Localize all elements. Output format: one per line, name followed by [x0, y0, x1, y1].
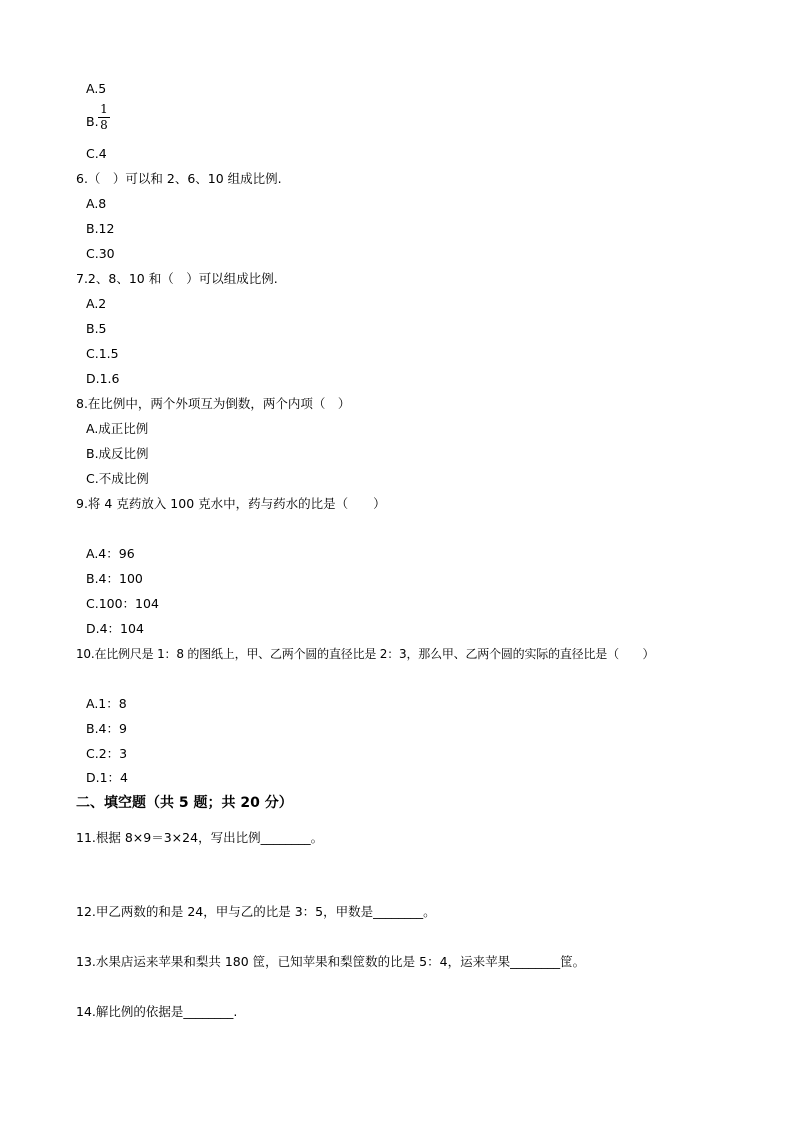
q5-option-b-fraction	[98, 103, 110, 132]
q11-text: 11.根据 8×9＝3×24，写出比例________。	[76, 830, 324, 845]
q10-option-b: B.4：9	[86, 721, 127, 736]
q7-option-a: A.2	[86, 296, 107, 311]
fraction-denominator: 8	[100, 118, 108, 132]
q10-option-d: D.1：4	[86, 770, 129, 785]
q7-option-d: D.1.6	[86, 371, 120, 386]
q5-option-b-prefix: B.	[86, 114, 99, 129]
q14-text: 14.解比例的依据是________.	[76, 1004, 238, 1019]
section-heading: 二、填空题（共 5 题；共 20 分）	[76, 795, 293, 811]
q5-option-a: A.5	[86, 81, 107, 96]
fraction-numerator: 1	[100, 102, 108, 116]
q9-option-a: A.4：96	[86, 546, 135, 561]
q12-text: 12.甲乙两数的和是 24，甲与乙的比是 3：5，甲数是________。	[76, 904, 436, 919]
q6-text: 6.（ ）可以和 2、6、10 组成比例.	[76, 171, 282, 186]
q8-text: 8.在比例中，两个外项互为倒数，两个内项（ ）	[76, 396, 351, 411]
q6-option-b: B.12	[86, 221, 115, 236]
q10-option-c: C.2：3	[86, 746, 128, 761]
q6-option-a: A.8	[86, 196, 107, 211]
q9-option-d: D.4：104	[86, 621, 144, 636]
q9-text: 9.将 4 克药放入 100 克水中，药与药水的比是（ ）	[76, 496, 386, 511]
q5-option-c: C.4	[86, 146, 107, 161]
q7-option-b: B.5	[86, 321, 107, 336]
q10-option-a: A.1：8	[86, 696, 127, 711]
q6-option-c: C.30	[86, 246, 115, 261]
q10-text: 10.在比例尺是 1：8 的图纸上，甲、乙两个圆的直径比是 2：3，那么甲、乙两个圆的实际的直径比是（ ）	[76, 647, 655, 661]
q9-option-b: B.4：100	[86, 571, 143, 586]
q9-option-c: C.100：104	[86, 596, 159, 611]
q8-option-b: B.成反比例	[86, 446, 149, 461]
q7-text: 7.2、8、10 和（ ）可以组成比例.	[76, 271, 278, 286]
q7-option-c: C.1.5	[86, 346, 119, 361]
q8-option-a: A.成正比例	[86, 421, 149, 436]
q13-text: 13.水果店运来苹果和梨共 180 筐，已知苹果和梨筐数的比是 5：4，运来苹果________筐。	[76, 954, 586, 969]
q8-option-c: C.不成比例	[86, 471, 149, 486]
